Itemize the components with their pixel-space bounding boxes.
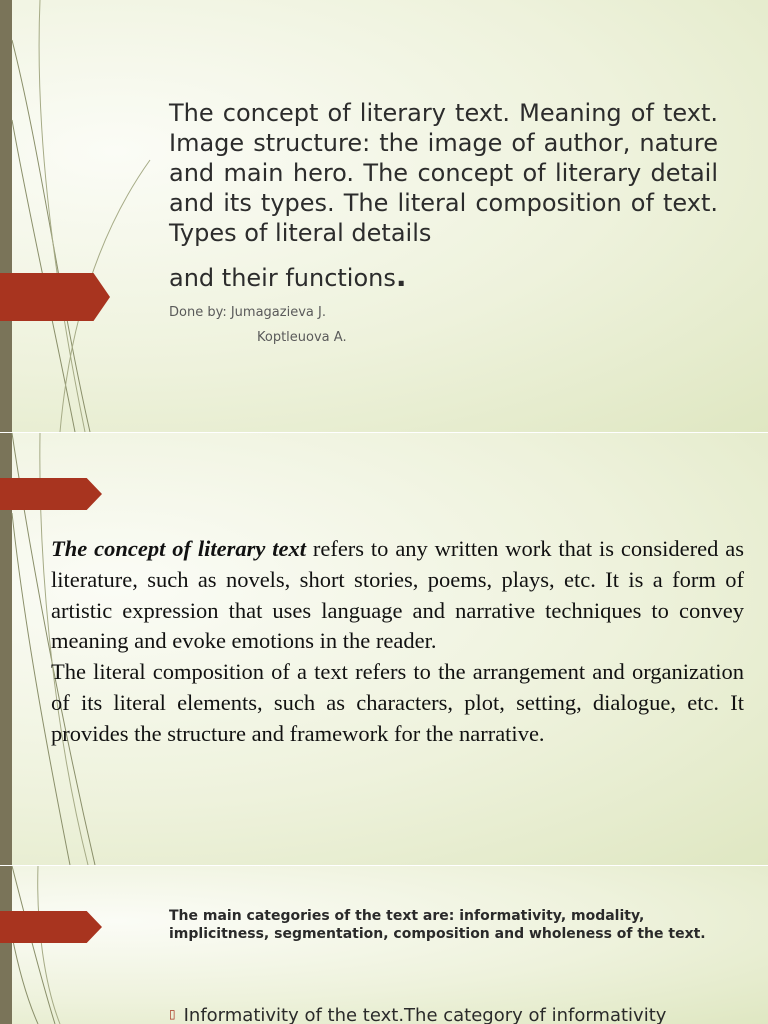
left-accent-bar (0, 0, 12, 432)
square-bullet-icon: ▯ (169, 1007, 176, 1021)
co-author-text: Koptleuova A. (257, 330, 347, 345)
red-arrow-marker (0, 478, 102, 510)
concept-body (51, 534, 744, 750)
categories-text: The main categories of the text are: informativity, modality, implicitness, segmentation, composition and wholeness of the text. (169, 908, 706, 942)
title-last: and their functions (169, 264, 396, 292)
left-accent-bar (0, 866, 12, 1024)
title-period: . (395, 260, 407, 293)
title-last-line (169, 262, 718, 293)
lead-phrase: The concept of literary text (51, 536, 306, 561)
slide-concept (0, 433, 768, 865)
paragraph-1-rest: refers to any written work that is considered as literature, such as novels, short stories, poems, plays, etc. It is a form of artistic expression that uses language and narrative techniques to convey meaning and evoke emotions in the reader. (51, 536, 744, 654)
slide-categories (0, 866, 768, 1024)
decorative-curves (0, 866, 160, 1024)
paragraph-1 (51, 534, 744, 657)
red-arrow-marker (0, 273, 110, 321)
slide-title (0, 0, 768, 432)
bullet-item (169, 1002, 729, 1024)
title-main: The concept of literary text. Meaning of text. Image structure: the image of author, nature and main hero. The concept of literary detail and its types. The literal composition of text. Types of literal details (169, 99, 718, 247)
slide-title-text (169, 98, 718, 293)
paragraph-2: The literal composition of a text refers to the arrangement and organization of its literal elements, such as characters, plot, setting, dialogue, etc. It provides the structure and framework for the narrative. (51, 659, 744, 746)
bullet-text: Informativity of the text.The category of informativity (183, 1005, 667, 1024)
red-arrow-marker (0, 911, 102, 943)
done-by-text: Done by: Jumagazieva J. (169, 305, 326, 320)
decorative-curves (0, 0, 160, 432)
